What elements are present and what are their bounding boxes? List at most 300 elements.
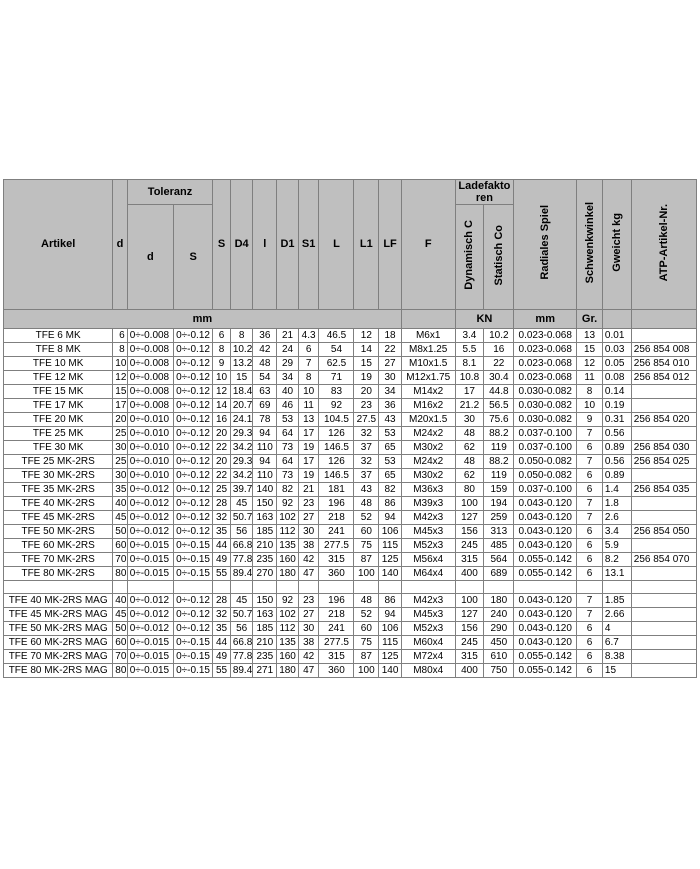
- table-cell: 46.5: [319, 329, 354, 343]
- table-cell: 0÷-0.008: [127, 385, 173, 399]
- table-cell: 112: [277, 525, 299, 539]
- table-cell: TFE 50 MK-2RS MAG: [4, 622, 113, 636]
- table-cell: 25: [113, 455, 127, 469]
- table-cell: 0.89: [602, 441, 631, 455]
- table-cell: 7: [577, 608, 603, 622]
- table-cell: 106: [379, 525, 402, 539]
- table-cell: 0.043-0.120: [514, 511, 577, 525]
- table-cell: 126: [319, 455, 354, 469]
- table-cell: 0.030-0.082: [514, 399, 577, 413]
- table-cell: 32: [213, 608, 231, 622]
- table-cell: 70: [113, 553, 127, 567]
- table-cell: 0÷-0.12: [174, 455, 213, 469]
- table-cell: 689: [484, 567, 514, 581]
- table-cell: 17: [298, 455, 319, 469]
- table-cell: TFE 12 MK: [4, 371, 113, 385]
- table-cell: 0÷-0.12: [174, 594, 213, 608]
- table-cell: M42x3: [401, 594, 455, 608]
- table-cell: 22: [213, 469, 231, 483]
- table-cell: 21.2: [455, 399, 484, 413]
- table-row-mag: [4, 650, 697, 664]
- table-cell: [631, 636, 696, 650]
- table-cell: 750: [484, 664, 514, 678]
- table-cell: 0÷-0.010: [127, 427, 173, 441]
- table-cell: 290: [484, 622, 514, 636]
- table-body-mag: [4, 594, 697, 678]
- table-cell: 7: [577, 455, 603, 469]
- table-cell: 245: [455, 539, 484, 553]
- table-row: [4, 539, 697, 553]
- table-cell: 54: [319, 343, 354, 357]
- table-cell: 10: [298, 385, 319, 399]
- table-cell: 35: [213, 525, 231, 539]
- table-cell: 135: [277, 636, 299, 650]
- header-gewicht: [602, 180, 631, 310]
- table-cell: 110: [253, 441, 277, 455]
- table-cell: 44: [213, 539, 231, 553]
- table-cell: 315: [319, 553, 354, 567]
- table-cell: [631, 511, 696, 525]
- table-cell: 50: [113, 622, 127, 636]
- table-cell: 6: [577, 553, 603, 567]
- table-cell: 100: [354, 567, 379, 581]
- table-cell: TFE 80 MK-2RS: [4, 567, 113, 581]
- table-cell: 86: [379, 497, 402, 511]
- table-cell: 20: [213, 427, 231, 441]
- table-cell: TFE 40 MK-2RS MAG: [4, 594, 113, 608]
- table-cell: 315: [319, 650, 354, 664]
- table-cell: 63: [253, 385, 277, 399]
- table-cell: 87: [354, 553, 379, 567]
- table-cell: 256 854 020: [631, 413, 696, 427]
- table-cell: 45: [230, 497, 253, 511]
- unit-f-blank: [401, 310, 455, 329]
- table-cell: 2.6: [602, 511, 631, 525]
- table-cell: 94: [379, 511, 402, 525]
- table-cell: 0.055-0.142: [514, 664, 577, 678]
- header-d4: D4: [230, 180, 253, 310]
- table-cell: 127: [455, 511, 484, 525]
- table-cell: 73: [277, 441, 299, 455]
- table-cell: 30: [298, 622, 319, 636]
- table-cell: 48: [455, 455, 484, 469]
- table-cell: 0÷-0.12: [174, 511, 213, 525]
- table-cell: 8: [113, 343, 127, 357]
- table-cell: 50.7: [230, 511, 253, 525]
- table-cell: 0.023-0.068: [514, 357, 577, 371]
- table-cell: 11: [577, 371, 603, 385]
- table-cell: 10: [213, 371, 231, 385]
- header-s1: S1: [298, 180, 319, 310]
- table-row: [4, 357, 697, 371]
- table-cell: 485: [484, 539, 514, 553]
- table-cell: 47: [298, 664, 319, 678]
- table-cell: 450: [484, 636, 514, 650]
- table-cell: 150: [253, 497, 277, 511]
- table-cell: TFE 70 MK-2RS MAG: [4, 650, 113, 664]
- table-cell: 0÷-0.12: [174, 608, 213, 622]
- table-cell: 196: [319, 594, 354, 608]
- table-cell: 27: [379, 357, 402, 371]
- table-row: [4, 567, 697, 581]
- table-cell: 77.8: [230, 650, 253, 664]
- table-cell: 256 854 070: [631, 553, 696, 567]
- table-cell: [631, 385, 696, 399]
- table-cell: 88.2: [484, 455, 514, 469]
- table-cell: 271: [253, 664, 277, 678]
- table-cell: 19: [298, 441, 319, 455]
- table-cell: 235: [253, 553, 277, 567]
- table-cell: 0.03: [602, 343, 631, 357]
- table-cell: 48: [253, 357, 277, 371]
- table-row: [4, 343, 697, 357]
- table-cell: 0÷-0.15: [174, 664, 213, 678]
- table-cell: 14: [354, 343, 379, 357]
- table-cell: 80: [113, 664, 127, 678]
- table-cell: 0.01: [602, 329, 631, 343]
- header-l1: L1: [354, 180, 379, 310]
- table-cell: 313: [484, 525, 514, 539]
- table-cell: 6.7: [602, 636, 631, 650]
- table-cell: TFE 25 MK: [4, 427, 113, 441]
- table-cell: 2.66: [602, 608, 631, 622]
- table-cell: 0.030-0.082: [514, 385, 577, 399]
- table-cell: 65: [379, 441, 402, 455]
- table-cell: 135: [277, 539, 299, 553]
- table-cell: 0÷-0.12: [174, 441, 213, 455]
- table-cell: 29: [277, 357, 299, 371]
- table-cell: 53: [277, 413, 299, 427]
- table-cell: 82: [379, 483, 402, 497]
- table-cell: 34: [379, 385, 402, 399]
- table-cell: 0.043-0.120: [514, 622, 577, 636]
- table-cell: 0÷-0.008: [127, 343, 173, 357]
- table-cell: 256 854 035: [631, 483, 696, 497]
- header-atp: [631, 180, 696, 310]
- table-cell: 10.2: [230, 343, 253, 357]
- table-cell: 0÷-0.15: [174, 567, 213, 581]
- table-cell: 89.4: [230, 664, 253, 678]
- table-cell: 23: [298, 497, 319, 511]
- table-cell: 0÷-0.015: [127, 553, 173, 567]
- table-cell: 40: [113, 497, 127, 511]
- table-cell: 245: [455, 636, 484, 650]
- table-cell: 82: [277, 483, 299, 497]
- table-cell: M80x4: [401, 664, 455, 678]
- table-cell: 110: [253, 469, 277, 483]
- table-cell: 163: [253, 511, 277, 525]
- table-row: [4, 511, 697, 525]
- table-cell: 17: [113, 399, 127, 413]
- table-cell: 0.05: [602, 357, 631, 371]
- table-cell: M14x2: [401, 385, 455, 399]
- table-cell: 256 854 050: [631, 525, 696, 539]
- table-cell: 0÷-0.012: [127, 622, 173, 636]
- table-cell: 21: [277, 329, 299, 343]
- table-cell: 156: [455, 622, 484, 636]
- table-cell: M12x1.75: [401, 371, 455, 385]
- table-cell: 256 854 008: [631, 343, 696, 357]
- table-cell: 6: [577, 650, 603, 664]
- table-cell: M52x3: [401, 622, 455, 636]
- table-cell: 0.56: [602, 455, 631, 469]
- table-cell: 87: [354, 650, 379, 664]
- radiales-spiel-label: Radiales Spiel: [539, 205, 552, 280]
- table-cell: 100: [354, 664, 379, 678]
- table-cell: 0÷-0.015: [127, 664, 173, 678]
- table-cell: 92: [277, 497, 299, 511]
- table-cell: 315: [455, 553, 484, 567]
- table-cell: 52: [354, 608, 379, 622]
- table-cell: 60: [354, 622, 379, 636]
- table-cell: TFE 50 MK-2RS: [4, 525, 113, 539]
- table-cell: M42x3: [401, 511, 455, 525]
- table-cell: 16: [484, 343, 514, 357]
- table-row: [4, 385, 697, 399]
- table-cell: 25: [213, 483, 231, 497]
- table-cell: 102: [277, 608, 299, 622]
- table-cell: 180: [277, 567, 299, 581]
- table-cell: 42: [298, 650, 319, 664]
- table-cell: M30x2: [401, 441, 455, 455]
- table-cell: 0.055-0.142: [514, 567, 577, 581]
- table-cell: 0÷-0.15: [174, 553, 213, 567]
- table-cell: M24x2: [401, 455, 455, 469]
- table-cell: 30: [113, 469, 127, 483]
- header-f: F: [401, 180, 455, 310]
- table-cell: 241: [319, 622, 354, 636]
- unit-atp-blank: [631, 310, 696, 329]
- table-cell: 194: [484, 497, 514, 511]
- table-cell: 25: [113, 427, 127, 441]
- table-cell: 256 854 010: [631, 357, 696, 371]
- table-cell: 27: [298, 511, 319, 525]
- table-cell: 0.89: [602, 469, 631, 483]
- table-cell: 20.7: [230, 399, 253, 413]
- table-cell: TFE 80 MK-2RS MAG: [4, 664, 113, 678]
- table-cell: 27: [298, 608, 319, 622]
- table-cell: 7: [577, 511, 603, 525]
- table-cell: 12: [213, 385, 231, 399]
- table-cell: 35: [213, 622, 231, 636]
- table-cell: [631, 650, 696, 664]
- header-L: L: [319, 180, 354, 310]
- table-cell: 0÷-0.008: [127, 357, 173, 371]
- table-row: [4, 413, 697, 427]
- table-cell: 0.050-0.082: [514, 455, 577, 469]
- table-cell: 27.5: [354, 413, 379, 427]
- table-cell: 36: [253, 329, 277, 343]
- table-cell: 13: [577, 329, 603, 343]
- table-cell: 6: [577, 441, 603, 455]
- table-cell: 115: [379, 636, 402, 650]
- table-cell: 0.037-0.100: [514, 441, 577, 455]
- table-cell: M20x1.5: [401, 413, 455, 427]
- table-cell: 100: [455, 497, 484, 511]
- table-cell: 6: [577, 622, 603, 636]
- table-cell: 0÷-0.012: [127, 525, 173, 539]
- table-row: [4, 553, 697, 567]
- table-cell: 45: [230, 594, 253, 608]
- table-cell: 56: [230, 525, 253, 539]
- table-cell: 0÷-0.010: [127, 413, 173, 427]
- table-cell: 34.2: [230, 469, 253, 483]
- table-cell: [631, 567, 696, 581]
- spec-table: [3, 179, 697, 678]
- table-cell: TFE 30 MK-2RS: [4, 469, 113, 483]
- table-cell: 360: [319, 567, 354, 581]
- table-cell: 45: [113, 608, 127, 622]
- table-cell: 22: [213, 441, 231, 455]
- table-cell: 0.055-0.142: [514, 650, 577, 664]
- table-cell: 112: [277, 622, 299, 636]
- atp-label: ATP-Artikel-Nr.: [657, 203, 670, 282]
- table-cell: 270: [253, 567, 277, 581]
- header-d: d: [113, 180, 127, 310]
- header-statisch: [484, 205, 514, 310]
- table-cell: 146.5: [319, 469, 354, 483]
- table-cell: 160: [277, 650, 299, 664]
- header-dynamisch: [455, 205, 484, 310]
- table-cell: TFE 45 MK-2RS: [4, 511, 113, 525]
- table-cell: 7: [577, 427, 603, 441]
- table-cell: 277.5: [319, 636, 354, 650]
- table-cell: 35: [113, 483, 127, 497]
- table-cell: TFE 15 MK: [4, 385, 113, 399]
- table-cell: 69: [253, 399, 277, 413]
- table-cell: 75: [354, 539, 379, 553]
- table-cell: 4: [602, 622, 631, 636]
- table-cell: 4.3: [298, 329, 319, 343]
- table-cell: 29.3: [230, 427, 253, 441]
- table-cell: 7: [577, 497, 603, 511]
- table-cell: 0÷-0.012: [127, 483, 173, 497]
- table-cell: 86: [379, 594, 402, 608]
- table-cell: 32: [213, 511, 231, 525]
- table-cell: 8: [298, 371, 319, 385]
- table-cell: 0÷-0.12: [174, 343, 213, 357]
- table-cell: 23: [354, 399, 379, 413]
- table-cell: M45x3: [401, 608, 455, 622]
- table-cell: 80: [113, 567, 127, 581]
- table-cell: 0÷-0.010: [127, 469, 173, 483]
- table-cell: 6: [577, 483, 603, 497]
- table-cell: 0.055-0.142: [514, 553, 577, 567]
- table-cell: 9: [213, 357, 231, 371]
- table-cell: 0÷-0.12: [174, 622, 213, 636]
- table-cell: 210: [253, 636, 277, 650]
- table-row: [4, 497, 697, 511]
- dynamisch-label: Dynamisch C: [463, 220, 476, 290]
- table-row: [4, 455, 697, 469]
- table-cell: 0÷-0.012: [127, 594, 173, 608]
- table-cell: 20: [113, 413, 127, 427]
- table-cell: 156: [455, 525, 484, 539]
- table-cell: M52x3: [401, 539, 455, 553]
- table-row: [4, 329, 697, 343]
- table-cell: 0÷-0.015: [127, 650, 173, 664]
- table-cell: M56x4: [401, 553, 455, 567]
- table-cell: 37: [354, 469, 379, 483]
- table-cell: 119: [484, 469, 514, 483]
- table-cell: 259: [484, 511, 514, 525]
- table-cell: 70: [113, 650, 127, 664]
- table-cell: 0÷-0.12: [174, 371, 213, 385]
- header-artikel: Artikel: [4, 180, 113, 310]
- table-cell: 0÷-0.12: [174, 357, 213, 371]
- table-cell: 5.5: [455, 343, 484, 357]
- table-cell: 48: [354, 497, 379, 511]
- table-row-mag: [4, 664, 697, 678]
- table-cell: 185: [253, 622, 277, 636]
- table-cell: 0.043-0.120: [514, 608, 577, 622]
- table-cell: 0.31: [602, 413, 631, 427]
- table-cell: 23: [298, 594, 319, 608]
- table-cell: 0÷-0.008: [127, 399, 173, 413]
- table-row-mag: [4, 622, 697, 636]
- table-cell: 30: [298, 525, 319, 539]
- table-cell: 32: [354, 427, 379, 441]
- table-cell: 185: [253, 525, 277, 539]
- table-cell: 181: [319, 483, 354, 497]
- table-cell: 6: [213, 329, 231, 343]
- table-cell: 6: [577, 567, 603, 581]
- table-cell: 0.023-0.068: [514, 371, 577, 385]
- table-cell: 15: [577, 343, 603, 357]
- table-row: [4, 427, 697, 441]
- table-cell: 3.4: [455, 329, 484, 343]
- table-cell: 150: [253, 594, 277, 608]
- table-cell: 7: [298, 357, 319, 371]
- table-cell: 34.2: [230, 441, 253, 455]
- table-cell: M45x3: [401, 525, 455, 539]
- table-cell: 19: [298, 469, 319, 483]
- table-row-mag: [4, 636, 697, 650]
- unit-kn: KN: [455, 310, 514, 329]
- table-cell: [631, 497, 696, 511]
- table-cell: TFE 30 MK: [4, 441, 113, 455]
- statisch-label: Statisch Co: [492, 224, 505, 286]
- table-cell: 0.043-0.120: [514, 497, 577, 511]
- table-cell: 42: [298, 553, 319, 567]
- table-cell: 17: [298, 427, 319, 441]
- table-cell: 106: [379, 622, 402, 636]
- table-cell: M39x3: [401, 497, 455, 511]
- table-cell: 0÷-0.12: [174, 469, 213, 483]
- table-cell: 115: [379, 539, 402, 553]
- table-cell: 28: [213, 594, 231, 608]
- table-cell: 30.4: [484, 371, 514, 385]
- table-cell: M64x4: [401, 567, 455, 581]
- table-cell: 0÷-0.008: [127, 371, 173, 385]
- table-cell: 13.1: [602, 567, 631, 581]
- table-cell: 62.5: [319, 357, 354, 371]
- table-cell: M36x3: [401, 483, 455, 497]
- table-cell: 77.8: [230, 553, 253, 567]
- table-cell: 15: [230, 371, 253, 385]
- table-cell: 30: [379, 371, 402, 385]
- table-cell: 102: [277, 511, 299, 525]
- table-cell: TFE 6 MK: [4, 329, 113, 343]
- table-cell: 48: [455, 427, 484, 441]
- table-row: [4, 525, 697, 539]
- table-cell: 0.043-0.120: [514, 539, 577, 553]
- table-cell: 400: [455, 567, 484, 581]
- table-cell: 83: [319, 385, 354, 399]
- table-cell: 218: [319, 511, 354, 525]
- table-cell: TFE 45 MK-2RS MAG: [4, 608, 113, 622]
- table-cell: 71: [319, 371, 354, 385]
